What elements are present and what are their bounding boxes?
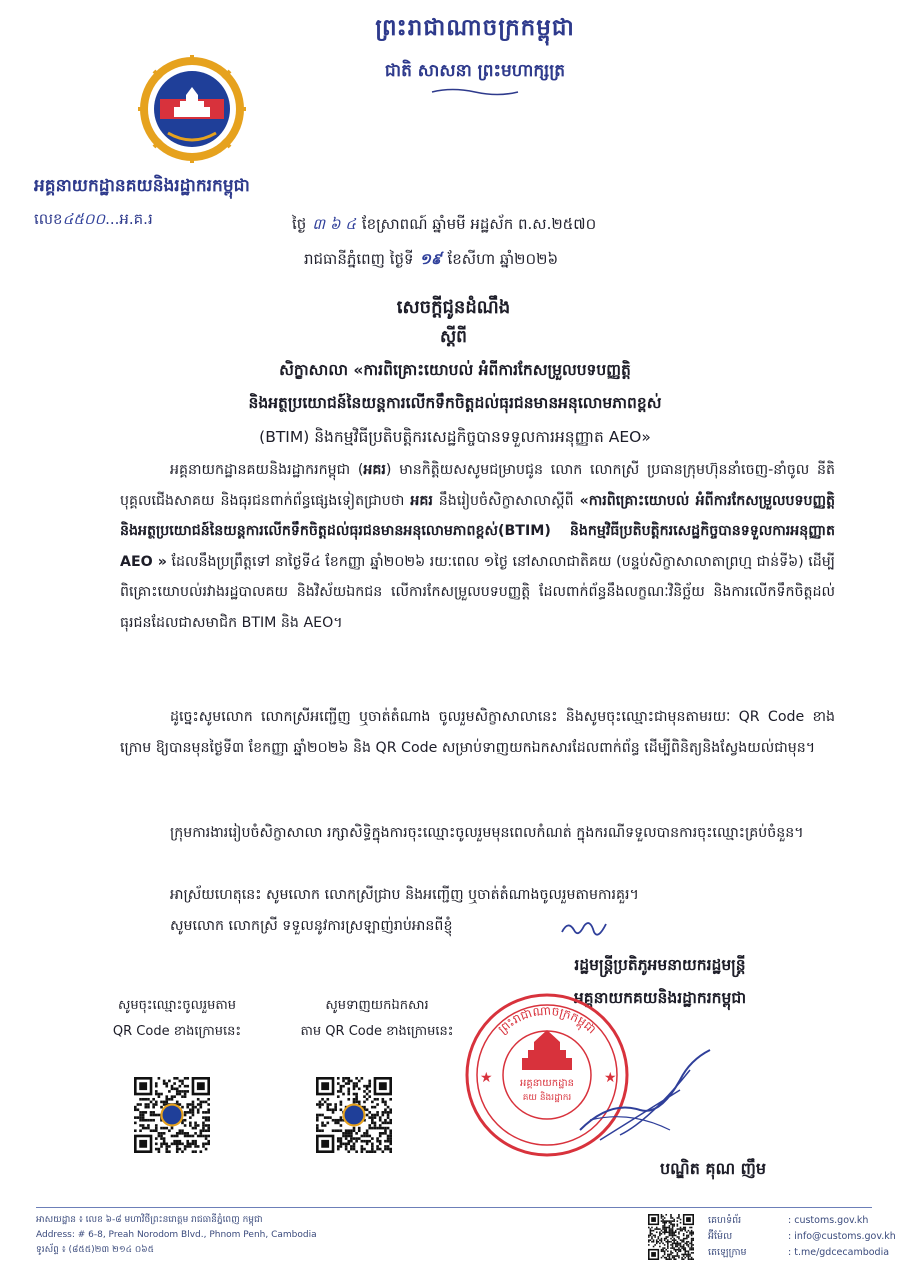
- ref-suffix: ...អ.គ.រ: [105, 210, 153, 228]
- kingdom-title: ព្រះរាជាណាចក្រកម្ពុជា: [375, 15, 575, 41]
- document-type: សេចក្ដីជូនដំណឹង: [396, 297, 511, 318]
- svg-text:★: ★: [480, 1070, 493, 1086]
- lunar-handwritten: ៣ ៦ ៤: [312, 215, 356, 233]
- p2-text: ដូច្នេះសូមលោក លោកស្រីអញ្ជើញ ឬចាត់តំណាង ចូលរួមសិក្ខាសាលានេះ និងសូមចុះឈ្មោះជាមុនតាមរយៈ QR Code ខាងក្រោម ឱ្យបានមុនថ្ងៃទី៣ ខែកញ្ញា ឆ្នាំ២០២៦ និង QR Code សម្រាប់ទាញយកឯកសារដែលពាក់ព័ន្ធ ដើម្បីពិនិត្យនិងស្វែងយល់ជាមុន។: [120, 709, 835, 756]
- body-paragraph-1: [120, 455, 835, 638]
- p1-abbr-2: អគរ: [410, 492, 433, 509]
- signature-icon: [570, 1040, 720, 1150]
- footer-contacts: [708, 1213, 896, 1261]
- body-paragraph-2: [120, 702, 835, 763]
- subject-label: ស្ដីពី: [440, 327, 467, 347]
- motto-ornament-icon: [430, 88, 520, 96]
- lunar-date: [292, 215, 596, 237]
- p3-text: ក្រុមការងាររៀបចំសិក្ខាសាលា រក្សាសិទ្ធិក្នុងការចុះឈ្មោះចូលរួមមុនពេលកំណត់ ក្នុងករណីទទួលបានការចុះឈ្មោះគ្រប់ចំនួន។: [170, 825, 804, 841]
- qr-download-line-2: តាម QR Code ខាងក្រោមនេះ: [300, 1024, 454, 1039]
- p1-text-a: អគ្គនាយកដ្ឋានគយនិងរដ្ឋាករកម្ពុជា (: [170, 462, 364, 478]
- body-paragraph-5: [120, 911, 835, 942]
- footer-divider: [36, 1207, 872, 1208]
- website-link[interactable]: : customs.gov.kh: [788, 1215, 869, 1226]
- footer-address: [36, 1213, 317, 1258]
- email-link[interactable]: : info@customs.gov.kh: [788, 1231, 896, 1242]
- city-rest: ខែសីហា ឆ្នាំ២០២៦: [447, 250, 559, 268]
- subject-line-1: សិក្ខាសាលា «ការពិគ្រោះយោបល់ អំពីការកែសម្រួលបទបញ្ញត្តិ: [279, 361, 631, 379]
- signatory-title-2: អគ្គនាយកគយនិងរដ្ឋាករកម្ពុជា: [573, 989, 747, 1007]
- body-paragraph-3: [120, 818, 835, 849]
- subject-line-2: និងអត្ថប្រយោជន៍នៃយន្តការលើកទឹកចិត្តដល់ធុរជនមានអនុលោមភាពខ្ពស់: [248, 394, 662, 412]
- svg-text:★: ★: [604, 1070, 617, 1086]
- p4-text: អាស្រ័យហេតុនេះ សូមលោក លោកស្រីជ្រាប និងអញ្ជើញ ឬចាត់តំណាងចូលរួមតាមការគួរ។: [170, 887, 639, 903]
- qr-register-line-1: សូមចុះឈ្មោះចូលរួមតាម: [117, 998, 237, 1013]
- signatory-title-1: រដ្ឋមន្ត្រីប្រតិភូអមនាយករដ្ឋមន្ត្រី: [574, 956, 746, 974]
- register-qr-code[interactable]: [134, 1077, 210, 1153]
- download-qr-code[interactable]: [316, 1077, 392, 1153]
- address-khmer: អាសយដ្ឋាន ៖ លេខ ៦-៨ មហាវិថីព្រះនរោត្តម រាជធានីភ្នំពេញ កម្ពុជា: [36, 1215, 263, 1225]
- telegram-link[interactable]: : t.me/gdcecambodia: [788, 1247, 890, 1258]
- qr-register-line-2: QR Code ខាងក្រោមនេះ: [112, 1024, 242, 1039]
- qr-register-caption: [92, 993, 262, 1045]
- agency-name: អគ្គនាយកដ្ឋានគយនិងរដ្ឋាករកម្ពុជា: [34, 176, 250, 196]
- gregorian-date: [304, 250, 558, 272]
- body-paragraph-4: [120, 880, 835, 911]
- qr-download-line-1: សូមទាញយកឯកសារ: [325, 998, 429, 1013]
- ref-handwritten: ៤៥០០: [62, 210, 106, 228]
- lunar-prefix: ថ្ងៃ: [292, 215, 307, 233]
- day-handwritten: ១៩: [419, 250, 442, 268]
- address-english: Address: # 6-8, Preah Norodom Blvd., Phnom Penh, Cambodia: [36, 1230, 317, 1240]
- signatory-name: បណ្ឌិត គុណ ញឹម: [660, 1159, 767, 1178]
- customs-emblem-icon: [138, 55, 246, 163]
- telegram-label: តេឡេក្រាម: [708, 1247, 747, 1258]
- qr-download-caption: [282, 993, 472, 1045]
- p5-text: សូមលោក លោកស្រី ទទួលនូវការស្រឡាញ់រាប់អានពីខ្ញុំ: [170, 918, 453, 934]
- subject-line-3: (BTIM) និងកម្មវិធីប្រតិបត្តិករសេដ្ឋកិច្ចបានទទួលការអនុញ្ញាត AEO»: [259, 428, 651, 446]
- reference-number: [34, 210, 153, 232]
- p1-abbr: អគរ: [363, 462, 386, 478]
- seal-center-1: អគ្គនាយកដ្ឋាន: [520, 1078, 574, 1089]
- website-label: គេហទំព័រ: [708, 1215, 742, 1226]
- email-label: អ៊ីម៉ែល: [708, 1231, 733, 1242]
- lunar-rest: ខែស្រាពណ៍ ឆ្នាំមមី អដ្ឋស័ក ព.ស.២៥៧០: [361, 215, 597, 233]
- p1-text-b: ) មានកិត្តិយសសូមជម្រាបជូន លោក លោកស្រី ប្រធានក្រុមហ៊ុននាំចេញ-នាំចូល នីតិបុគ្គលជើងសាគយ និងធុរជនពាក់ព័ន្ធផ្សេងទៀតជ្រាបថា: [120, 462, 835, 509]
- p1-text-c: នឹងរៀបចំសិក្ខាសាលាស្ដីពី: [432, 492, 580, 509]
- footer-qr-code[interactable]: [648, 1214, 694, 1260]
- p1-workshop-title: «ការពិគ្រោះយោបល់ អំពីការកែសម្រួលបទបញ្ញត្តិ និងអត្ថប្រយោជន៍នៃយន្តការលើកទឹកចិត្តដល់ធុរជនមានអនុលោមភាពខ្ពស់(BTIM) និងកម្មវិធីប្រតិបត្តិករសេដ្ឋកិច្ចបានទទួលការអនុញ្ញាត AEO »: [120, 492, 835, 570]
- phone-number: ទូរស័ព្ទ ៖ (៨៥៥)២៣ ២១៤ ០៦៥: [36, 1245, 155, 1255]
- initial-mark-icon: [560, 918, 610, 940]
- ref-prefix: លេខ: [34, 210, 63, 228]
- national-motto: ជាតិ សាសនា ព្រះមហាក្សត្រ: [384, 61, 566, 81]
- seal-center-2: គយ និងរដ្ឋាករ: [522, 1093, 572, 1103]
- p1-text-d: ដែលនឹងប្រព្រឹត្តទៅ នាថ្ងៃទី៤ ខែកញ្ញា ឆ្នាំ២០២៦ រយៈពេល ១ថ្ងៃ នៅសាលាជាតិគយ (បន្ទប់សិក្ខាសាលាតាព្រហ្ម ជាន់ទី៦) ដើម្បីពិគ្រោះយោបល់រវាងរដ្ឋបាលគយ និងវិស័យឯកជន លើការកែសម្រួលបទបញ្ញត្តិ ដែលពាក់ព័ន្ធនឹងលក្ខណៈវិនិច្ឆ័យ និងការលើកទឹកចិត្តដល់ធុរជនដែលជាសមាជិក BTIM និង AEO។: [120, 553, 835, 631]
- city-prefix: រាជធានីភ្នំពេញ ថ្ងៃទី: [304, 250, 414, 268]
- seal-text-top: ព្រះរាជាណាចក្រកម្ពុជា: [495, 1003, 599, 1037]
